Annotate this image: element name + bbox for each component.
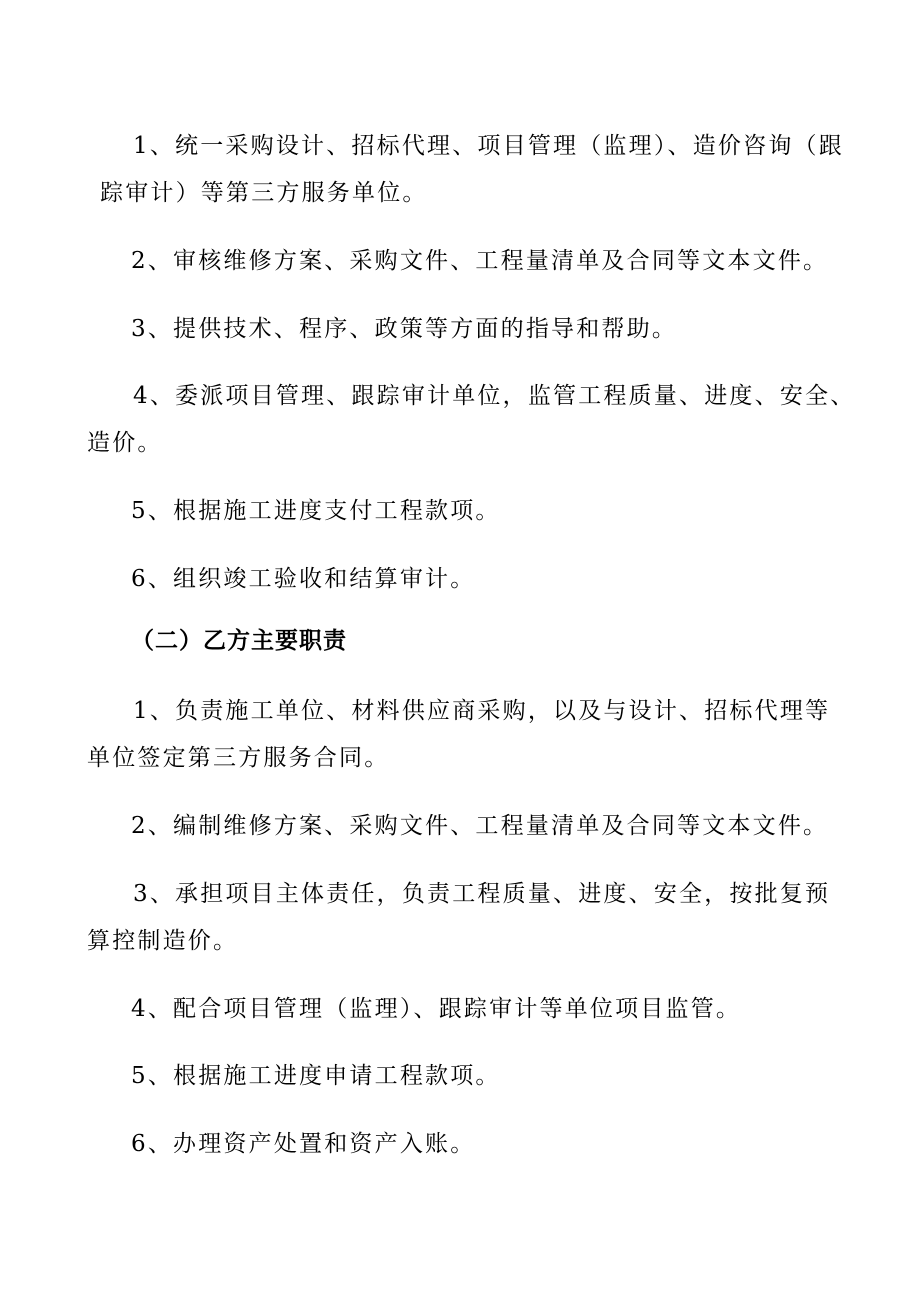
section-a-item-4-line-1: 4、委派项目管理、跟踪审计单位，监管工程质量、进度、安全、 xyxy=(133,383,856,409)
section-a-item-1-line-1: 1、统一采购设计、招标代理、项目管理（监理）、造价咨询（跟 xyxy=(133,133,844,159)
section-a-item-6: 6、组织竣工验收和结算审计。 xyxy=(131,566,476,592)
section-b-item-6: 6、办理资产处置和资产入账。 xyxy=(131,1131,476,1157)
section-a-item-5: 5、根据施工进度支付工程款项。 xyxy=(131,498,501,524)
section-b-heading: （二）乙方主要职责 xyxy=(131,627,347,654)
section-a-item-1-line-2: 踪审计）等第三方服务单位。 xyxy=(100,180,428,206)
section-a-item-4-line-2: 造价。 xyxy=(87,430,163,456)
section-b-item-4: 4、配合项目管理（监理）、跟踪审计等单位项目监管。 xyxy=(131,996,742,1022)
section-b-item-3-line-1: 3、承担项目主体责任，负责工程质量、进度、安全，按批复预 xyxy=(133,881,831,907)
section-a-item-2: 2、审核维修方案、采购文件、工程量清单及合同等文本文件。 xyxy=(131,248,829,274)
section-b-item-5: 5、根据施工进度申请工程款项。 xyxy=(131,1063,501,1089)
section-b-item-1-line-1: 1、负责施工单位、材料供应商采购，以及与设计、招标代理等 xyxy=(133,698,831,724)
section-b-item-2: 2、编制维修方案、采购文件、工程量清单及合同等文本文件。 xyxy=(131,813,829,839)
section-a-item-3: 3、提供技术、程序、政策等方面的指导和帮助。 xyxy=(131,316,678,342)
section-b-item-3-line-2: 算控制造价。 xyxy=(87,928,239,954)
section-b-item-1-line-2: 单位签定第三方服务合同。 xyxy=(87,745,390,771)
